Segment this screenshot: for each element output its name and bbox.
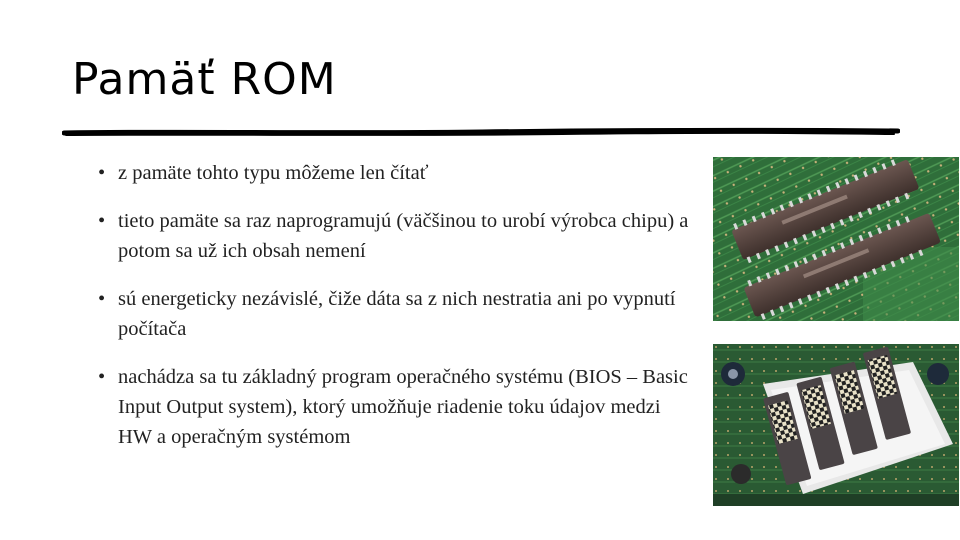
bullet-text: z pamäte tohto typu môžeme len čítať	[118, 162, 429, 184]
bullet-dot: •	[98, 366, 106, 388]
slide-title: Pamäť ROM	[72, 54, 337, 105]
bullet-text: sú energeticky nezávislé, čiže dáta sa z nich nestratia ani po vypnutí počítača	[118, 288, 676, 340]
bullet-dot: •	[98, 288, 106, 310]
rom-chips-illustration-bottom	[713, 344, 959, 506]
rom-chips-photo-bottom	[713, 344, 959, 506]
bullet-item	[98, 206, 698, 266]
bullet-dot: •	[98, 210, 106, 232]
title-underline	[62, 124, 900, 140]
rom-chips-illustration-top	[713, 157, 959, 321]
bullet-item	[98, 362, 698, 452]
bullet-list	[98, 158, 698, 470]
bullet-item	[98, 158, 698, 188]
rom-chips-photo-top	[713, 157, 959, 321]
bullet-text: tieto pamäte sa raz naprogramujú (väčšinou to urobí výrobca chipu) a potom sa už ich obsah nemení	[118, 210, 689, 262]
bullet-item	[98, 284, 698, 344]
bullet-dot: •	[98, 162, 106, 184]
bullet-text: nachádza sa tu základný program operačného systému (BIOS – Basic Input Output system), ktorý umožňuje riadenie toku údajov medzi HW a operačným systémom	[118, 366, 688, 448]
